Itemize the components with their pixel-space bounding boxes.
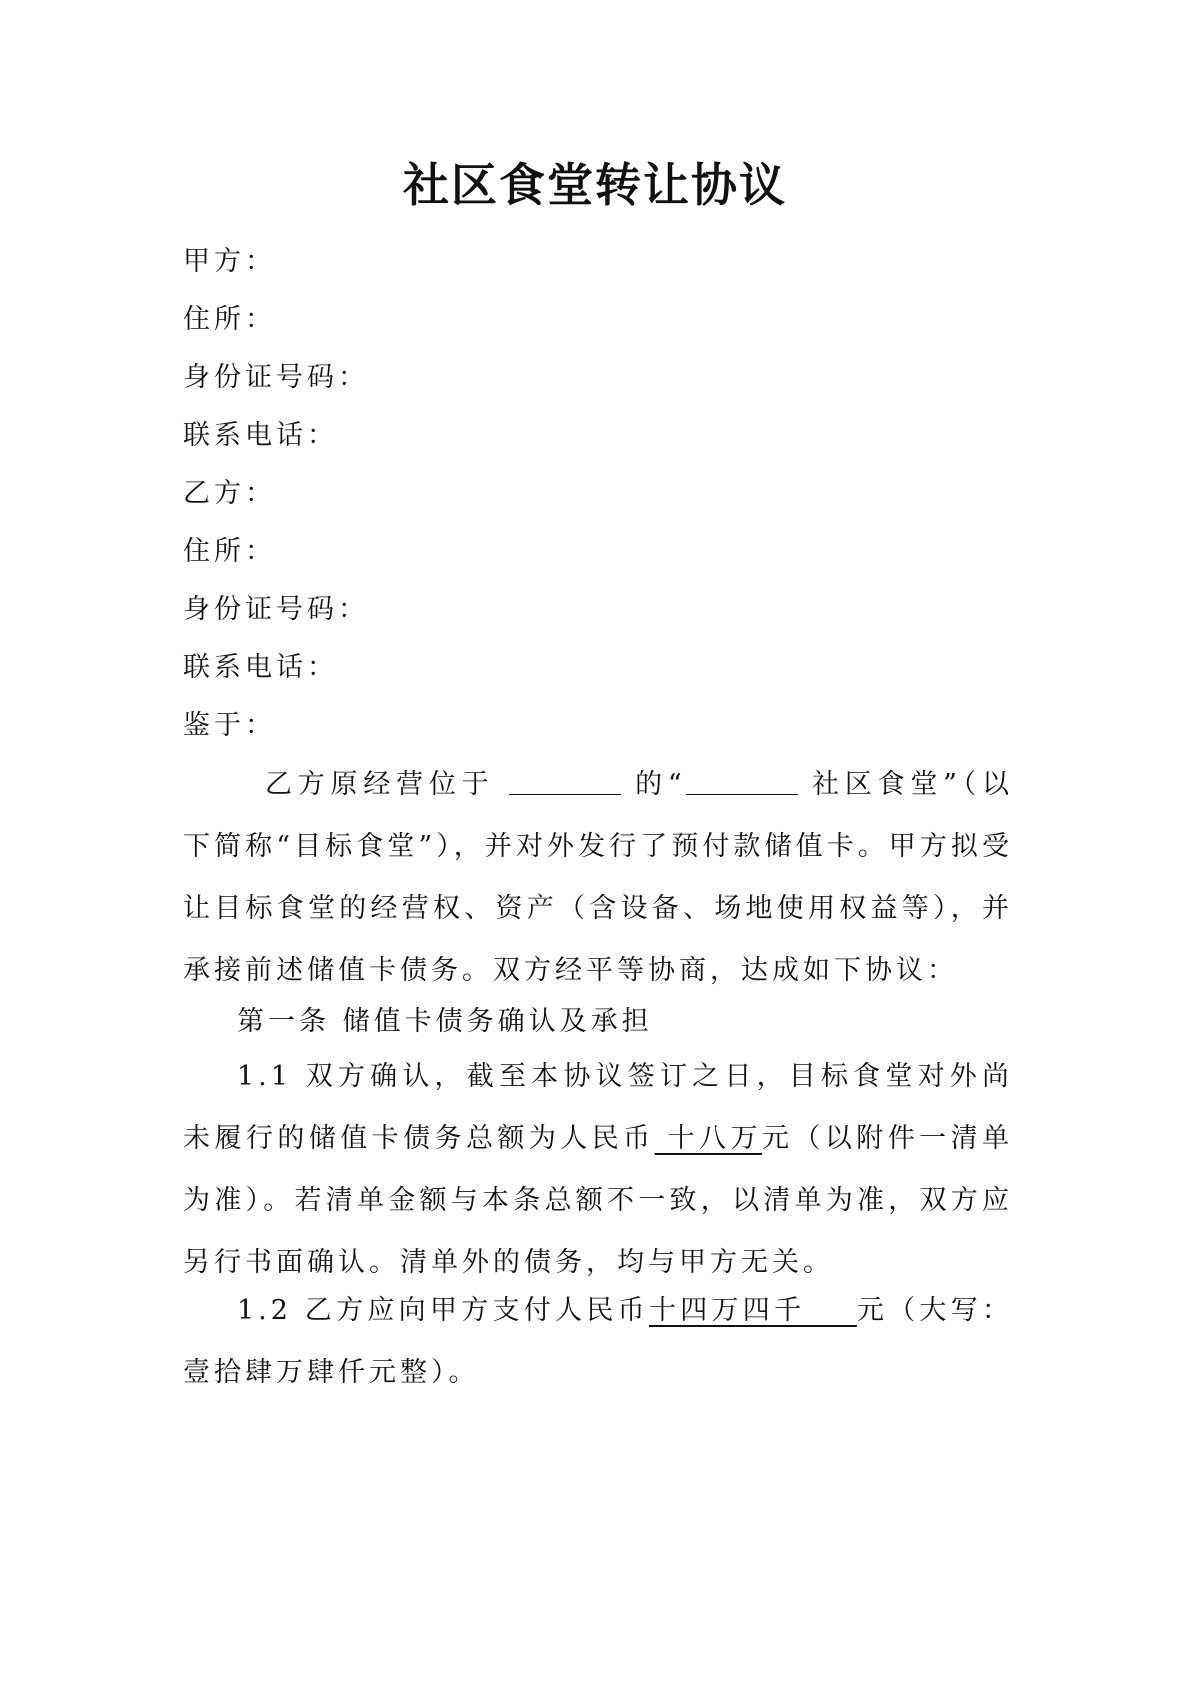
whereas-label: 鉴于： [183,710,276,741]
party-b-name-label: 乙方： [183,478,276,509]
party-b-address-label: 住所： [183,536,276,567]
clause-1-2-text-a: 1.2 乙方应向甲方支付人民币 [237,1295,649,1326]
clause-1-1-text-a: 1.1 双方确认，截至本协议签订之日，目标食堂对外尚未履行的储值卡债务总额为人民币 [183,1061,1013,1154]
party-a-address-label: 住所： [183,304,276,335]
document-title: 社区食堂转让协议 [403,158,787,212]
preamble-paragraph [183,754,1013,1002]
location-blank [509,768,621,795]
clause-1-1-text-b: 元（以附件一清单为准）。若清单金额与本条总额不一致，以清单为准，双方应另行书面确认。清单外的债务，均与甲方无关。 [183,1123,1014,1278]
clause-1-1 [183,1046,1013,1294]
article-1-heading: 第一条 储值卡债务确认及承担 [237,1006,653,1037]
party-a-name-label: 甲方： [183,246,276,277]
party-a-id-label: 身份证号码： [183,362,369,393]
clause-1-2 [183,1280,1013,1404]
party-a-phone-label: 联系电话： [183,420,338,451]
clause-1-2-text-b: 元（大写：壹拾肆万肆仟元整）。 [183,1295,1013,1388]
preamble-text-3: 社区食堂”（以下简称“目标食堂”），并对外发行了预付款储值卡。甲方拟受让目标食堂的经营权、资产（含设备、场地使用权益等），并承接前述储值卡债务。双方经平等协商，达成如下协议： [183,769,1013,986]
preamble-text-2: 的“ [620,769,686,800]
canteen-name-blank [686,768,798,795]
party-b-phone-label: 联系电话： [183,652,338,683]
party-b-id-label: 身份证号码： [183,594,369,625]
payment-amount: 十四万四千 [648,1295,857,1326]
debt-total-amount: 十八万 [654,1123,762,1154]
preamble-text-1: 乙方原经营位于 [265,769,509,800]
